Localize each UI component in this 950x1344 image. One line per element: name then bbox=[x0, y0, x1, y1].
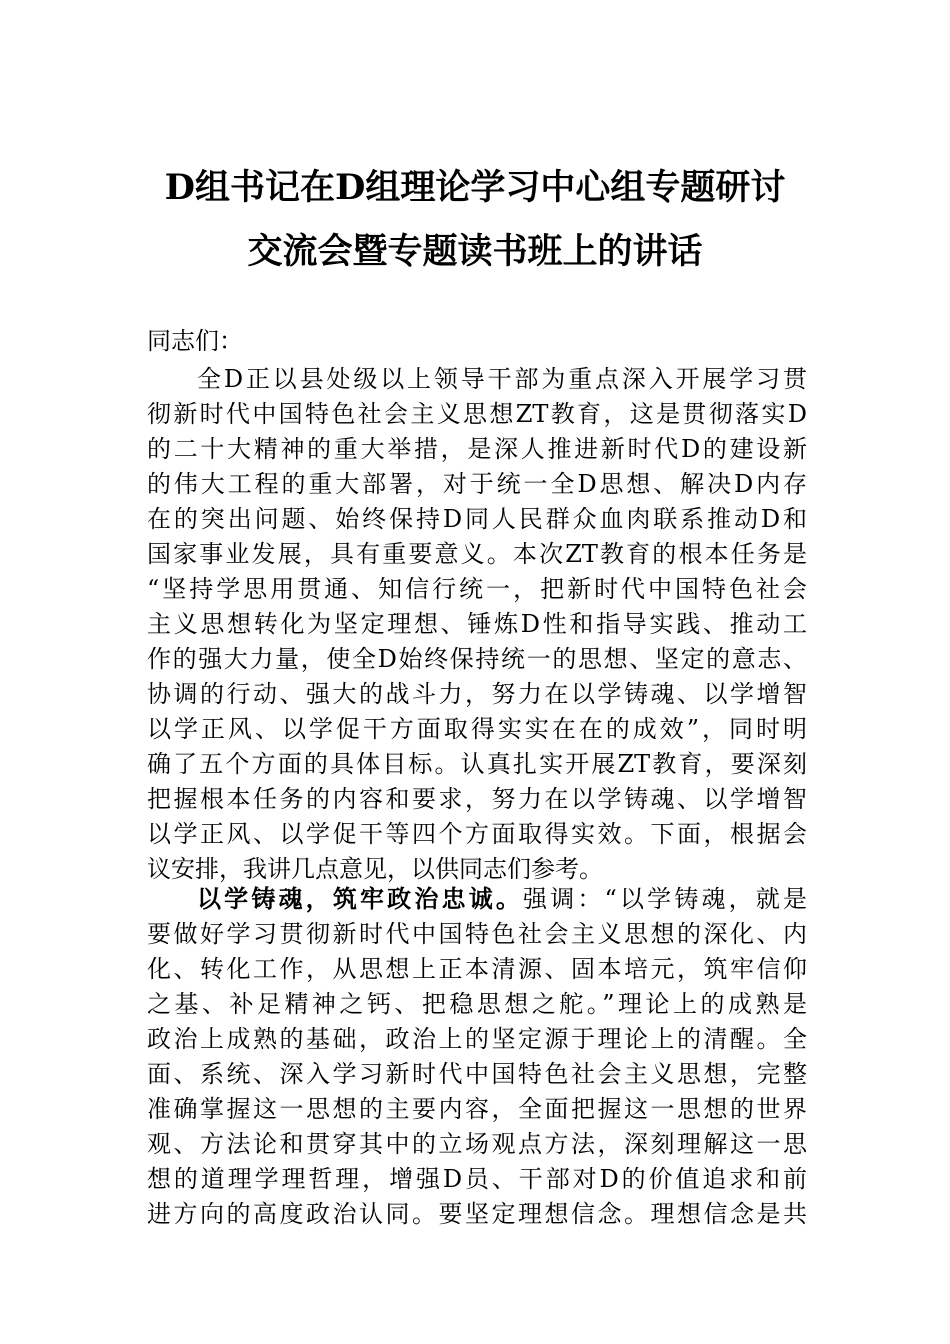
paragraph2-line: 化、转化工作，从思想上正本清源、固本培元，筑牢信仰 bbox=[147, 955, 807, 983]
paragraph2-line: 要做好学习贯彻新时代中国特色社会主义思想的深化、内 bbox=[147, 920, 807, 948]
paragraph2-line: 进方向的高度政治认同。要坚定理想信念。理想信念是共 bbox=[147, 1200, 807, 1228]
salutation: 同志们： bbox=[147, 327, 243, 355]
paragraph1-line: 的伟大工程的重大部署，对于统一全D思想、解决D内存 bbox=[147, 470, 807, 498]
paragraph1-line: 确了五个方面的具体目标。认真扎实开展ZT教育，要深刻 bbox=[147, 750, 807, 778]
paragraph1-line: 彻新时代中国特色社会主义思想ZT教育，这是贯彻落实D bbox=[147, 400, 807, 428]
paragraph1-line: 以学正风、以学促干方面取得实实在在的成效”，同时明 bbox=[147, 715, 807, 743]
paragraph2-heading: 以学铸魂，筑牢政治忠诚。 bbox=[197, 884, 524, 913]
paragraph1-line: 全D正以县处级以上领导干部为重点深入开展学习贯 bbox=[197, 365, 807, 393]
paragraph2-line: 准确掌握这一思想的主要内容，全面把握这一思想的世界 bbox=[147, 1095, 807, 1123]
paragraph1-line: 议安排，我讲几点意见，以供同志们参考。 bbox=[147, 855, 603, 883]
paragraph2-line: 观、方法论和贯穿其中的立场观点方法，深刻理解这一思 bbox=[147, 1130, 807, 1158]
paragraph1-line: 的二十大精神的重大举措，是深人推进新时代D的建设新 bbox=[147, 435, 807, 463]
paragraph2-first-line-rest: 强调：“以学铸魂，就是 bbox=[523, 885, 807, 913]
paragraph1-line: 国家事业发展，具有重要意义。本次ZT教育的根本任务是 bbox=[147, 540, 807, 568]
document-title-line-1: D组书记在D组理论学习中心组专题研讨 bbox=[164, 167, 786, 208]
paragraph2-first-line bbox=[197, 884, 807, 914]
document-title-line-2: 交流会暨专题读书班上的讲话 bbox=[247, 231, 703, 272]
paragraph2-line: 政治上成熟的基础，政治上的坚定源于理论上的清醒。全 bbox=[147, 1025, 807, 1053]
paragraph1-line: 把握根本任务的内容和要求，努力在以学铸魂、以学增智 bbox=[147, 785, 807, 813]
paragraph1-line: 以学正风、以学促干等四个方面取得实效。下面，根据会 bbox=[147, 820, 807, 848]
paragraph1-line: 协调的行动、强大的战斗力，努力在以学铸魂、以学增智 bbox=[147, 680, 807, 708]
paragraph1-line: 主义思想转化为坚定理想、锤炼D性和指导实践、推动工 bbox=[147, 610, 807, 638]
paragraph1-line: 作的强大力量，使全D始终保持统一的思想、坚定的意志、 bbox=[147, 645, 807, 673]
paragraph2-line: 想的道理学理哲理，增强D员、干部对D的价值追求和前 bbox=[147, 1165, 807, 1193]
paragraph2-line: 之基、补足精神之钙、把稳思想之舵。”理论上的成熟是 bbox=[147, 990, 807, 1018]
paragraph1-line: “坚持学思用贯通、知信行统一，把新时代中国特色社会 bbox=[147, 575, 807, 603]
paragraph1-line: 在的突出问题、始终保持D同人民群众血肉联系推动D和 bbox=[147, 505, 807, 533]
paragraph2-line: 面、系统、深入学习新时代中国特色社会主义思想，完整 bbox=[147, 1060, 807, 1088]
